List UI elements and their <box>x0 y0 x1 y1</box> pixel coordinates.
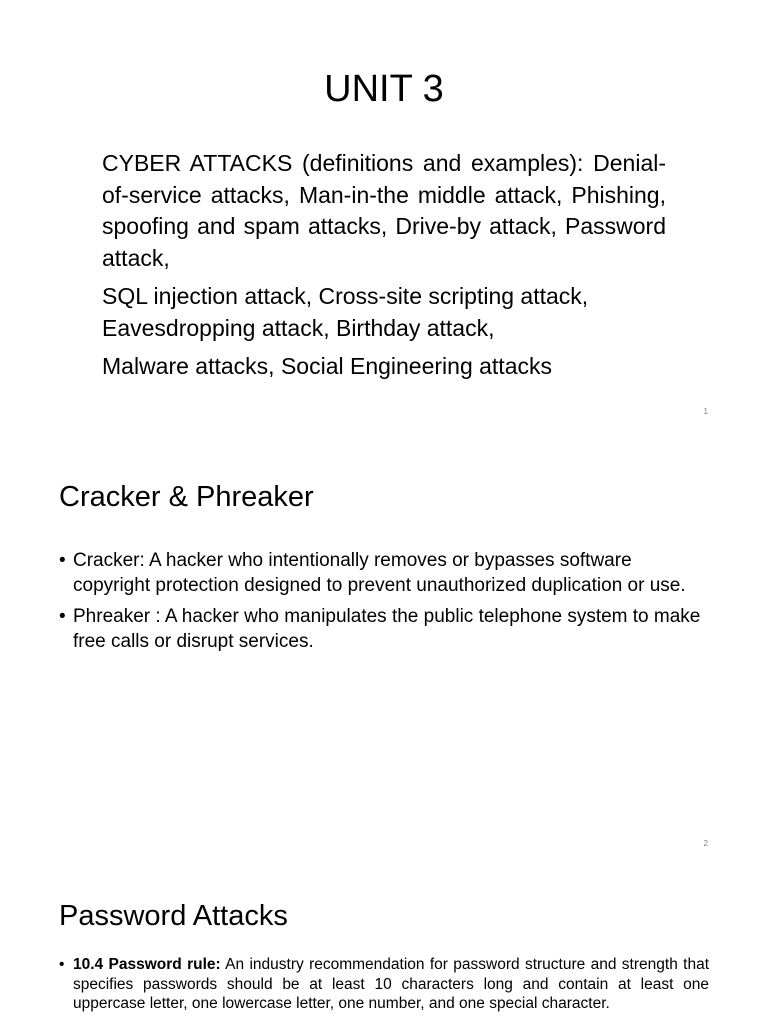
body-paragraph: SQL injection attack, Cross-site scripting attack, Eavesdropping attack, Birthday attack, <box>102 283 589 341</box>
page-number: 1 <box>703 407 708 416</box>
slide-password-attacks <box>0 864 768 1024</box>
bullet-icon: • <box>59 550 66 571</box>
body-paragraph: CYBER ATTACKS (definitions and examples): Denial-of-service attacks, Man-in-the middle attack, Phishing, spoofing and spam attacks, Drive-by attack, Password attack, <box>102 150 666 271</box>
slide-title: Cracker & Phreaker <box>59 481 314 513</box>
list-item-text: Phreaker : A hacker who manipulates the public telephone system to make free calls or disrupt services. <box>73 606 701 652</box>
list-item <box>59 605 709 654</box>
slide-title: UNIT 3 <box>324 68 444 110</box>
list-item <box>59 955 709 1014</box>
bullet-list <box>59 549 709 654</box>
page-number: 2 <box>703 839 708 848</box>
slide-title: Password Attacks <box>59 900 288 932</box>
body-paragraph: Malware attacks, Social Engineering attacks <box>102 353 552 379</box>
list-item <box>59 549 709 598</box>
bullet-icon: • <box>59 956 65 973</box>
list-item-text: Cracker: A hacker who intentionally removes or bypasses software copyright protection designed to prevent unauthorized duplication or use. <box>73 550 686 596</box>
list-item-text: An industry recommendation for password structure and strength that specifies passwords should be at least 10 characters long and contain at least one uppercase letter, one lowercase letter, one number, and one special character. <box>73 956 710 1012</box>
bullet-icon: • <box>59 606 66 627</box>
slide-cracker-phreaker <box>0 432 768 864</box>
list-item-term: 10.4 Password rule: <box>73 956 221 973</box>
bullet-list <box>59 955 709 1014</box>
slide-body <box>102 148 666 383</box>
slide-unit-3 <box>0 0 768 432</box>
